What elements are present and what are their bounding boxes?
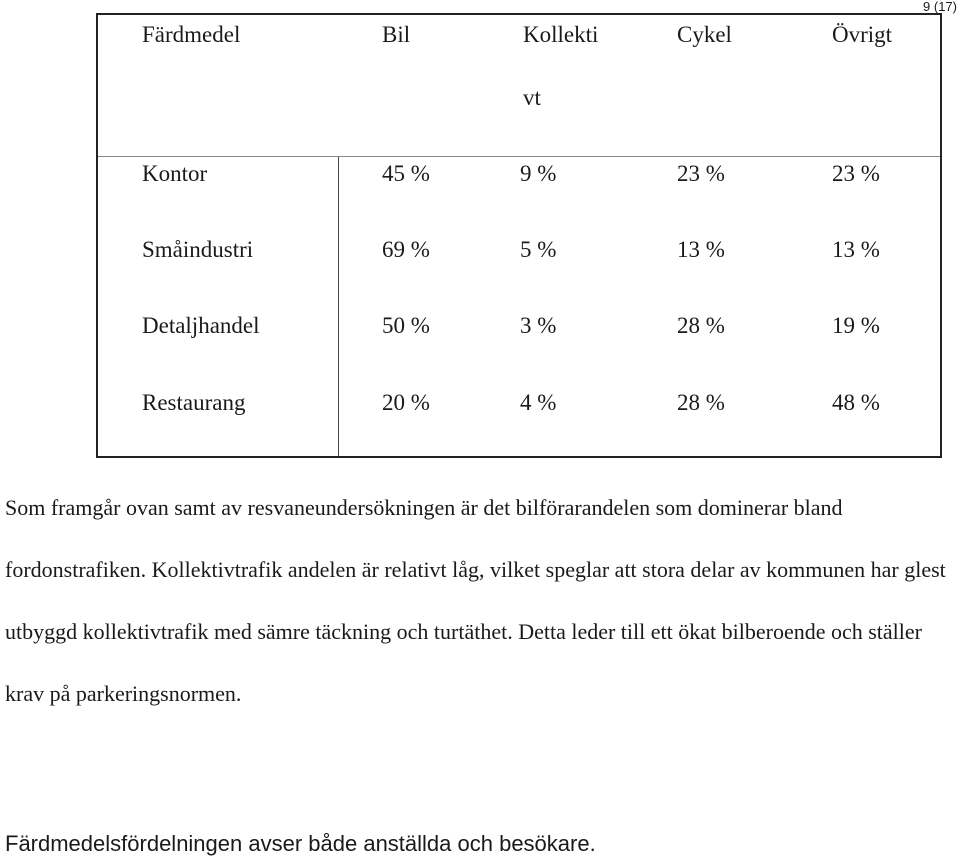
row-label-detaljhandel: Detaljhandel <box>142 313 260 338</box>
header-cykel: Cykel <box>677 22 732 47</box>
footnote: Färdmedelsfördelningen avser både anställda och besökare. <box>5 831 596 856</box>
header-bil: Bil <box>382 22 411 47</box>
cell-detaljhandel-kollektivt: 3 % <box>520 313 557 338</box>
cell-kontor-cykel: 23 % <box>677 161 725 186</box>
header-kollektivt-line1: Kollekti <box>523 22 599 47</box>
page-number: 9 (17) <box>923 0 957 14</box>
cell-restaurang-bil: 20 % <box>382 390 430 415</box>
cell-smaindustri-bil: 69 % <box>382 237 430 262</box>
header-ovrigt: Övrigt <box>832 22 893 47</box>
cell-smaindustri-kollektivt: 5 % <box>520 237 557 262</box>
cell-restaurang-cykel: 28 % <box>677 390 725 415</box>
row-label-kontor: Kontor <box>142 161 208 186</box>
body-paragraph: Som framgår ovan samt av resvaneundersökningen är det bilförarandelen som dominerar bland fordonstrafiken. Kollektivtrafik andelen är relativt låg, vilket speglar att stora delar av kommunen har glest utbyggd kollektivtrafik med sämre täckning och turtäthet. Detta leder till ett ökat bilberoende och ställer krav på parkeringsnormen. <box>5 495 946 706</box>
header-kollektivt-line2: vt <box>523 85 541 110</box>
row-label-smaindustri: Småindustri <box>142 237 254 262</box>
cell-restaurang-ovrigt: 48 % <box>832 390 880 415</box>
cell-detaljhandel-ovrigt: 19 % <box>832 313 880 338</box>
column-divider <box>338 156 339 456</box>
cell-detaljhandel-cykel: 28 % <box>677 313 725 338</box>
cell-kontor-kollektivt: 9 % <box>520 161 557 186</box>
travel-mode-table <box>96 13 942 458</box>
header-divider <box>98 156 940 157</box>
cell-detaljhandel-bil: 50 % <box>382 313 430 338</box>
row-label-restaurang: Restaurang <box>142 390 246 415</box>
cell-smaindustri-cykel: 13 % <box>677 237 725 262</box>
cell-restaurang-kollektivt: 4 % <box>520 390 557 415</box>
header-fardmedel: Färdmedel <box>142 22 241 47</box>
cell-kontor-ovrigt: 23 % <box>832 161 880 186</box>
cell-smaindustri-ovrigt: 13 % <box>832 237 880 262</box>
cell-kontor-bil: 45 % <box>382 161 430 186</box>
